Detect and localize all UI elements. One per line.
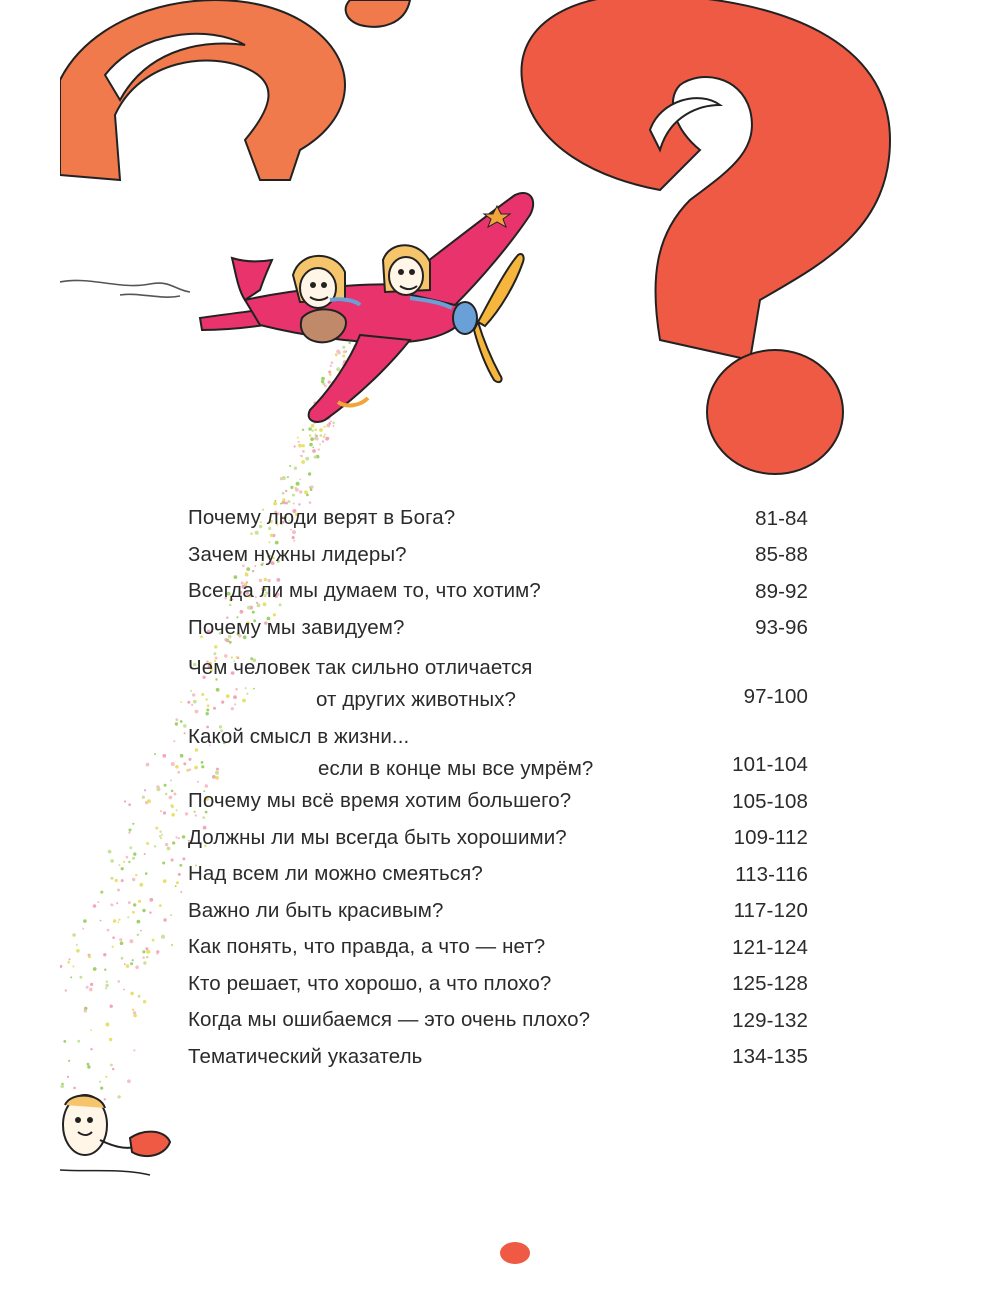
confetti-dot [100, 891, 103, 894]
confetti-dot [121, 867, 124, 870]
toc-question: Почему мы всё время хотим большего? [188, 789, 572, 812]
confetti-dot [173, 740, 175, 742]
confetti-dot [328, 422, 331, 425]
confetti-dot [164, 784, 167, 787]
toc-entry[interactable] [188, 646, 808, 715]
confetti-dot [310, 488, 313, 491]
confetti-dot [119, 864, 121, 866]
confetti-dot [128, 832, 130, 834]
confetti-dot [111, 877, 114, 880]
confetti-dot [100, 1087, 103, 1090]
confetti-dot [146, 950, 150, 954]
confetti-dot [310, 437, 314, 441]
confetti-dot [76, 949, 80, 953]
confetti-dot [287, 476, 289, 478]
toc-question-line: от других животных? [316, 688, 517, 711]
confetti-dot [129, 846, 132, 849]
confetti-dot [171, 859, 174, 862]
confetti-dot [129, 939, 133, 943]
confetti-dot [87, 1065, 90, 1068]
confetti-dot [124, 963, 126, 965]
confetti-dot [156, 950, 159, 953]
confetti-dot [105, 1023, 109, 1027]
toc-entry[interactable] [188, 966, 808, 1003]
confetti-dot [70, 976, 72, 978]
confetti-dot [149, 898, 153, 902]
confetti-dot [119, 938, 122, 941]
confetti-dot [183, 724, 187, 728]
confetti-dot [176, 881, 179, 884]
confetti-dot [135, 874, 137, 876]
confetti-dot [128, 803, 131, 806]
toc-question: Почему мы завидуем? [188, 615, 405, 639]
confetti-dot [103, 953, 106, 956]
confetti-dot [175, 885, 177, 887]
confetti-dot [109, 1038, 112, 1041]
confetti-dot [296, 482, 300, 486]
confetti-dot [299, 479, 301, 481]
confetti-dot [68, 1060, 70, 1062]
toc-question: Должны ли мы всегда быть хорошими? [188, 825, 567, 849]
confetti-dot [142, 950, 145, 953]
toc-page-range: 134-135 [732, 1045, 808, 1068]
confetti-dot [328, 371, 331, 374]
confetti-dot [123, 861, 125, 863]
confetti-dot [149, 911, 151, 913]
confetti-dot [292, 494, 295, 497]
confetti-dot [142, 909, 145, 912]
confetti-dot [183, 762, 186, 765]
confetti-dot [315, 437, 319, 441]
confetti-dot [302, 444, 305, 447]
confetti-dot [331, 361, 334, 364]
confetti-dot [171, 762, 175, 766]
confetti-dot [110, 859, 114, 863]
confetti-dot [139, 883, 143, 887]
confetti-dot [146, 842, 149, 845]
confetti-dot [77, 1040, 80, 1043]
confetti-dot [154, 845, 156, 847]
confetti-dot [72, 966, 74, 968]
confetti-dot [282, 492, 285, 495]
confetti-dot [324, 434, 326, 436]
confetti-dot [308, 472, 311, 475]
confetti-dot [128, 861, 130, 863]
confetti-dot [97, 901, 99, 903]
confetti-dot [104, 1098, 106, 1100]
confetti-dot [147, 799, 151, 803]
confetti-dot [126, 856, 129, 859]
confetti-dot [118, 919, 120, 921]
confetti-dot [121, 879, 124, 882]
confetti-dot [142, 796, 145, 799]
confetti-dot [308, 427, 312, 431]
confetti-dot [115, 879, 118, 882]
confetti-dot [104, 969, 106, 971]
confetti-dot [130, 992, 134, 996]
confetti-dot [170, 914, 172, 916]
confetti-dot [319, 443, 321, 445]
confetti-dot [87, 1063, 90, 1066]
toc-entry[interactable] [188, 783, 808, 820]
motion-lines [60, 280, 190, 297]
confetti-dot [127, 916, 129, 918]
confetti-dot [182, 835, 185, 838]
confetti-dot [309, 443, 313, 447]
confetti-dot [285, 490, 287, 492]
toc-entry[interactable] [188, 610, 808, 647]
confetti-dot [322, 440, 324, 442]
confetti-dot [161, 935, 165, 939]
confetti-dot [60, 965, 62, 968]
confetti-dot [171, 790, 174, 793]
confetti-dot [295, 488, 299, 492]
confetti-dot [300, 455, 302, 457]
confetti-dot [105, 987, 107, 989]
confetti-dot [165, 843, 168, 846]
confetti-dot [145, 947, 148, 950]
confetti-dot [160, 810, 162, 812]
confetti-dot [154, 753, 156, 755]
confetti-dot [162, 862, 165, 865]
confetti-dot [143, 1000, 146, 1003]
confetti-dot [163, 811, 166, 814]
confetti-dot [132, 959, 134, 961]
toc-page-range: 97-100 [743, 684, 808, 708]
confetti-dot [309, 434, 312, 437]
confetti-dot [297, 437, 299, 439]
confetti-dot [159, 835, 161, 837]
confetti-dot [89, 988, 93, 992]
confetti-dot [112, 936, 115, 939]
confetti-dot [93, 904, 97, 908]
confetti-dot [349, 342, 351, 344]
confetti-dot [342, 355, 345, 358]
confetti-dot [184, 732, 186, 734]
confetti-dot [289, 465, 291, 467]
confetti-dot [155, 827, 158, 830]
confetti-dot [129, 829, 132, 832]
orange-question-mark-icon [60, 0, 410, 180]
confetti-dot [127, 1079, 131, 1083]
confetti-dot [325, 437, 329, 441]
confetti-dot [110, 1005, 113, 1008]
confetti-dot [179, 864, 182, 867]
confetti-dot [121, 957, 124, 960]
toc-entry[interactable] [188, 893, 808, 930]
toc-page-range: 81-84 [755, 506, 808, 530]
confetti-dot [180, 720, 183, 723]
confetti-dot [178, 873, 181, 876]
toc-page-range: 93-96 [755, 616, 808, 639]
confetti-dot [107, 929, 110, 932]
airplane-icon [200, 193, 533, 422]
confetti-dot [132, 878, 135, 881]
confetti-dot [172, 841, 175, 844]
confetti-dot [117, 1095, 120, 1098]
confetti-dot [330, 365, 332, 367]
confetti-dot [60, 1084, 64, 1088]
confetti-dot [178, 837, 180, 839]
confetti-dot [67, 961, 70, 964]
confetti-dot [180, 754, 184, 758]
confetti-dot [63, 1040, 66, 1043]
confetti-dot [146, 763, 150, 767]
toc-question: Почему люди верят в Бога? [188, 506, 456, 529]
confetti-dot [318, 448, 320, 450]
confetti-dot [93, 967, 97, 971]
confetti-dot [116, 902, 118, 904]
toc-page-range: 117-120 [733, 899, 808, 922]
confetti-dot [67, 1076, 69, 1078]
confetti-dot [175, 722, 178, 725]
page-badge-icon [500, 1242, 530, 1264]
toc-question: Над всем ли можно смеяться? [188, 862, 483, 885]
confetti-dot [163, 879, 167, 883]
confetti-dot [72, 933, 76, 937]
toc-question: Важно ли быть красивым? [188, 898, 444, 922]
confetti-dot [132, 1009, 134, 1011]
red-question-mark-icon [521, 0, 890, 474]
confetti-dot [142, 956, 145, 959]
confetti-dot [324, 426, 326, 428]
confetti-dot [294, 467, 297, 470]
confetti-dot [137, 934, 140, 937]
confetti-dot [176, 809, 178, 811]
confetti-dot [157, 787, 161, 791]
confetti-dot [84, 1009, 87, 1012]
confetti-dot [144, 789, 146, 791]
confetti-dot [323, 435, 326, 438]
confetti-dot [112, 946, 114, 948]
confetti-dot [310, 485, 313, 488]
confetti-dot [282, 476, 286, 480]
toc-question: Зачем нужны лидеры? [188, 542, 407, 566]
confetti-dot [342, 346, 345, 349]
confetti-dot [343, 350, 346, 353]
confetti-dot [159, 904, 162, 907]
confetti-dot [299, 490, 302, 493]
confetti-dot [329, 373, 332, 376]
confetti-dot [82, 928, 84, 930]
confetti-dot [105, 984, 108, 987]
confetti-dot [108, 850, 112, 854]
confetti-dot [167, 847, 171, 851]
confetti-dot [88, 955, 91, 958]
toc-question-line: Какой смысл в жизни... [188, 724, 410, 748]
confetti-dot [124, 800, 126, 802]
toc-page-range: 101-104 [732, 753, 808, 776]
confetti-dot [170, 804, 173, 807]
confetti-dot [83, 919, 87, 923]
confetti-dot [90, 1029, 92, 1031]
confetti-dot [290, 486, 293, 489]
toc-page-range: 109-112 [733, 826, 808, 849]
confetti-dot [163, 754, 167, 758]
confetti-dot [298, 441, 300, 443]
confetti-dot [312, 447, 314, 449]
confetti-dot [69, 958, 71, 960]
confetti-dot [330, 420, 332, 422]
confetti-dot [175, 836, 177, 838]
toc-question-line: если в конце мы все умрём? [318, 756, 594, 780]
toc-entry[interactable] [188, 929, 808, 966]
book-page [60, 0, 1000, 1300]
confetti-dot [65, 989, 67, 991]
confetti-dot [105, 1076, 107, 1078]
confetti-dot [160, 837, 162, 839]
confetti-dot [302, 450, 305, 453]
confetti-dot [170, 779, 172, 781]
toc-question: Всегда ли мы думаем то, что хотим? [188, 579, 541, 602]
confetti-dot [175, 765, 179, 769]
confetti-dot [137, 920, 141, 924]
confetti-dot [118, 980, 121, 983]
confetti-dot [173, 793, 176, 796]
toc-entry[interactable] [188, 1039, 808, 1076]
confetti-dot [338, 351, 341, 354]
confetti-dot [314, 428, 317, 431]
toc-entry[interactable] [188, 856, 808, 893]
toc-question: Кто решает, что хорошо, а что плохо? [188, 971, 552, 995]
toc-question [188, 652, 532, 716]
confetti-dot [161, 834, 163, 836]
character-icon [60, 1095, 170, 1175]
confetti-dot [132, 857, 135, 860]
confetti-dot [138, 900, 141, 903]
toc-page-range: 125-128 [732, 972, 808, 995]
confetti-dot [159, 831, 161, 833]
confetti-dot [86, 986, 89, 989]
confetti-dot [140, 930, 142, 932]
toc-entry[interactable] [188, 500, 808, 537]
confetti-dot [144, 853, 146, 855]
confetti-dot [123, 989, 125, 991]
confetti-dot [182, 857, 185, 860]
confetti-dot [311, 424, 315, 428]
confetti-dot [312, 449, 316, 453]
toc-question-line: Чем человек так сильно отличается [188, 656, 533, 679]
confetti-dot [138, 995, 141, 998]
confetti-dot [319, 428, 323, 432]
confetti-dot [146, 956, 149, 959]
confetti-dot [117, 922, 119, 924]
confetti-dot [90, 983, 93, 986]
confetti-dot [177, 771, 180, 774]
toc-page-range: 85-88 [755, 543, 808, 566]
toc-entry[interactable] [188, 1002, 808, 1039]
confetti-dot [132, 911, 135, 914]
confetti-dot [298, 444, 302, 448]
confetti-dot [321, 377, 325, 381]
confetti-dot [120, 942, 124, 946]
toc-entry[interactable] [188, 573, 808, 610]
confetti-dot [133, 903, 136, 906]
confetti-dot [133, 852, 136, 855]
confetti-dot [332, 422, 335, 425]
confetti-dot [128, 901, 131, 904]
toc-page-range: 113-116 [735, 862, 808, 886]
confetti-dot [336, 367, 340, 371]
confetti-dot [175, 718, 178, 721]
confetti-dot [169, 796, 173, 800]
confetti-dot [320, 434, 323, 437]
confetti-dot [333, 425, 335, 427]
confetti-dot [90, 1048, 92, 1050]
confetti-dot [133, 1049, 135, 1051]
confetti-dot [130, 962, 133, 965]
confetti-dot [294, 445, 296, 447]
confetti-dot [100, 920, 102, 922]
confetti-dot [145, 872, 148, 875]
confetti-dot [180, 891, 182, 893]
confetti-dot [106, 981, 108, 983]
confetti-dot [302, 429, 304, 431]
confetti-dot [99, 1081, 101, 1083]
table-of-contents [188, 500, 808, 1075]
confetti-dot [171, 944, 173, 946]
confetti-dot [152, 939, 155, 942]
confetti-dot [110, 1064, 113, 1067]
confetti-dot [305, 457, 309, 461]
confetti-dot [76, 944, 78, 946]
confetti-dot [180, 701, 182, 703]
toc-question: Когда мы ошибаемся — это очень плохо? [188, 1008, 591, 1031]
toc-page-range: 89-92 [755, 579, 808, 603]
confetti-dot [163, 918, 166, 921]
toc-page-range: 129-132 [732, 1008, 808, 1032]
confetti-dot [79, 976, 82, 979]
confetti-dot [113, 919, 116, 922]
toc-page-range: 105-108 [732, 789, 808, 813]
confetti-dot [315, 434, 317, 436]
toc-question [188, 721, 593, 785]
confetti-dot [111, 904, 113, 906]
toc-question: Тематический указатель [188, 1044, 423, 1068]
confetti-dot [165, 793, 168, 796]
confetti-dot [301, 460, 305, 464]
confetti-dot [328, 381, 331, 384]
confetti-dot [132, 823, 134, 825]
toc-page-range: 121-124 [732, 935, 808, 959]
toc-entry[interactable] [188, 820, 808, 857]
confetti-dot [73, 1087, 76, 1090]
confetti-dot [133, 1011, 136, 1014]
confetti-dot [324, 385, 327, 388]
confetti-dot [171, 813, 175, 817]
confetti-dot [304, 490, 308, 494]
confetti-dot [117, 889, 120, 892]
confetti-dot [112, 1068, 114, 1070]
confetti-dot [314, 456, 317, 459]
confetti-dot [143, 961, 146, 964]
confetti-dot [312, 430, 314, 432]
toc-entry[interactable] [188, 715, 808, 784]
confetti-dot [335, 353, 338, 356]
confetti-dot [135, 965, 139, 969]
toc-question: Как понять, что правда, а что — нет? [188, 935, 546, 958]
confetti-dot [126, 964, 130, 968]
toc-entry[interactable] [188, 537, 808, 574]
